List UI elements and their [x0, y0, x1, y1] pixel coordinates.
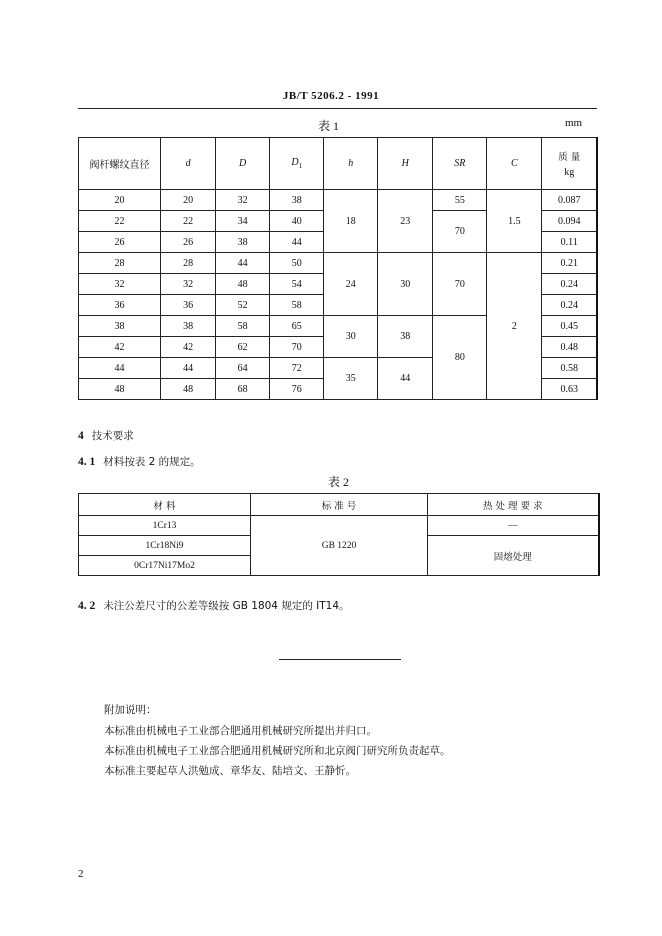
col-h: h [324, 138, 378, 190]
col-D: D [216, 138, 270, 190]
cell-C: 1.5 [487, 190, 542, 253]
cell-SR: 70 [433, 253, 487, 316]
material-table [78, 493, 600, 576]
notes-line-2: 本标准由机械电子工业部合肥通用机械研究所和北京阀门研究所负责起草。 [104, 745, 451, 757]
table-row: 48 48 68 76 0.63 [79, 379, 598, 400]
table-row: 42 42 62 70 0.48 [79, 337, 598, 358]
table-row: 0Cr17Ni17Mo2 [79, 556, 599, 576]
dimension-table [78, 137, 598, 400]
cell-h: 35 [324, 358, 378, 400]
header-rule [78, 108, 597, 109]
cell-h: 24 [324, 253, 378, 316]
table-row: 38 38 58 65 30 38 80 0.45 [79, 316, 598, 337]
section-4-1: 4. 1 材料按表 2 的规定。 [78, 456, 201, 468]
cell-SR: 80 [433, 316, 487, 400]
col-standard-number: 标 准 号 [251, 494, 428, 516]
table-row: 20 20 32 38 18 23 55 1.5 0.087 [79, 190, 598, 211]
table-row: 32 32 48 54 0.24 [79, 274, 598, 295]
page-number: 2 [78, 868, 84, 880]
col-material: 材 料 [79, 494, 251, 516]
section-4-2: 4. 2 未注公差尺寸的公差等级按 GB 1804 规定的 IT14。 [78, 600, 350, 612]
notes-line-1: 本标准由机械电子工业部合肥通用机械研究所提出并归口。 [104, 725, 377, 737]
table1-caption: 表 1 [318, 119, 340, 133]
cell-standard: GB 1220 [251, 516, 428, 576]
table1-unit: mm [565, 117, 583, 129]
cell-C: 2 [487, 253, 542, 400]
section-4-heading: 4 技术要求 [78, 430, 134, 442]
table-row: 36 36 52 58 0.24 [79, 295, 598, 316]
col-H: H [378, 138, 433, 190]
table2-caption: 表 2 [328, 475, 350, 489]
col-mass: 质 量 kg [542, 138, 597, 190]
table1-header-row [79, 138, 598, 190]
col-SR: SR [433, 138, 487, 190]
table-row: 1Cr18Ni9 固熔处理 [79, 536, 599, 556]
cell-H: 30 [378, 253, 433, 316]
notes-line-3: 本标准主要起草人洪勉成、章华友、陆培文、王静忻。 [104, 765, 356, 777]
table-row: 28 28 44 50 24 30 70 2 0.21 [79, 253, 598, 274]
cell-SR: 70 [433, 211, 487, 253]
cell-SR: 55 [433, 190, 487, 211]
cell-H: 38 [378, 316, 433, 358]
notes-title: 附加说明： [104, 704, 157, 716]
col-heat-treatment: 热 处 理 要 求 [428, 494, 599, 516]
col-thread-diameter: 阀杆螺纹直径 [79, 138, 161, 190]
cell-h: 30 [324, 316, 378, 358]
col-d: d [161, 138, 216, 190]
table-row: 22 22 34 40 70 0.094 [79, 211, 598, 232]
table-row: 44 44 64 72 35 44 0.58 [79, 358, 598, 379]
standard-header: JB/T 5206.2 - 1991 [282, 90, 380, 102]
cell-heat-treatment: 固熔处理 [428, 536, 599, 576]
table-row: 26 26 38 44 0.11 [79, 232, 598, 253]
table-row: 1Cr13 GB 1220 — [79, 516, 599, 536]
cell-h: 18 [324, 190, 378, 253]
col-D1: $D_1$ [270, 138, 324, 190]
cell-H: 44 [378, 358, 433, 400]
col-C: C [487, 138, 542, 190]
end-rule [279, 659, 401, 660]
cell-H: 23 [378, 190, 433, 253]
table2-header-row [79, 494, 599, 516]
